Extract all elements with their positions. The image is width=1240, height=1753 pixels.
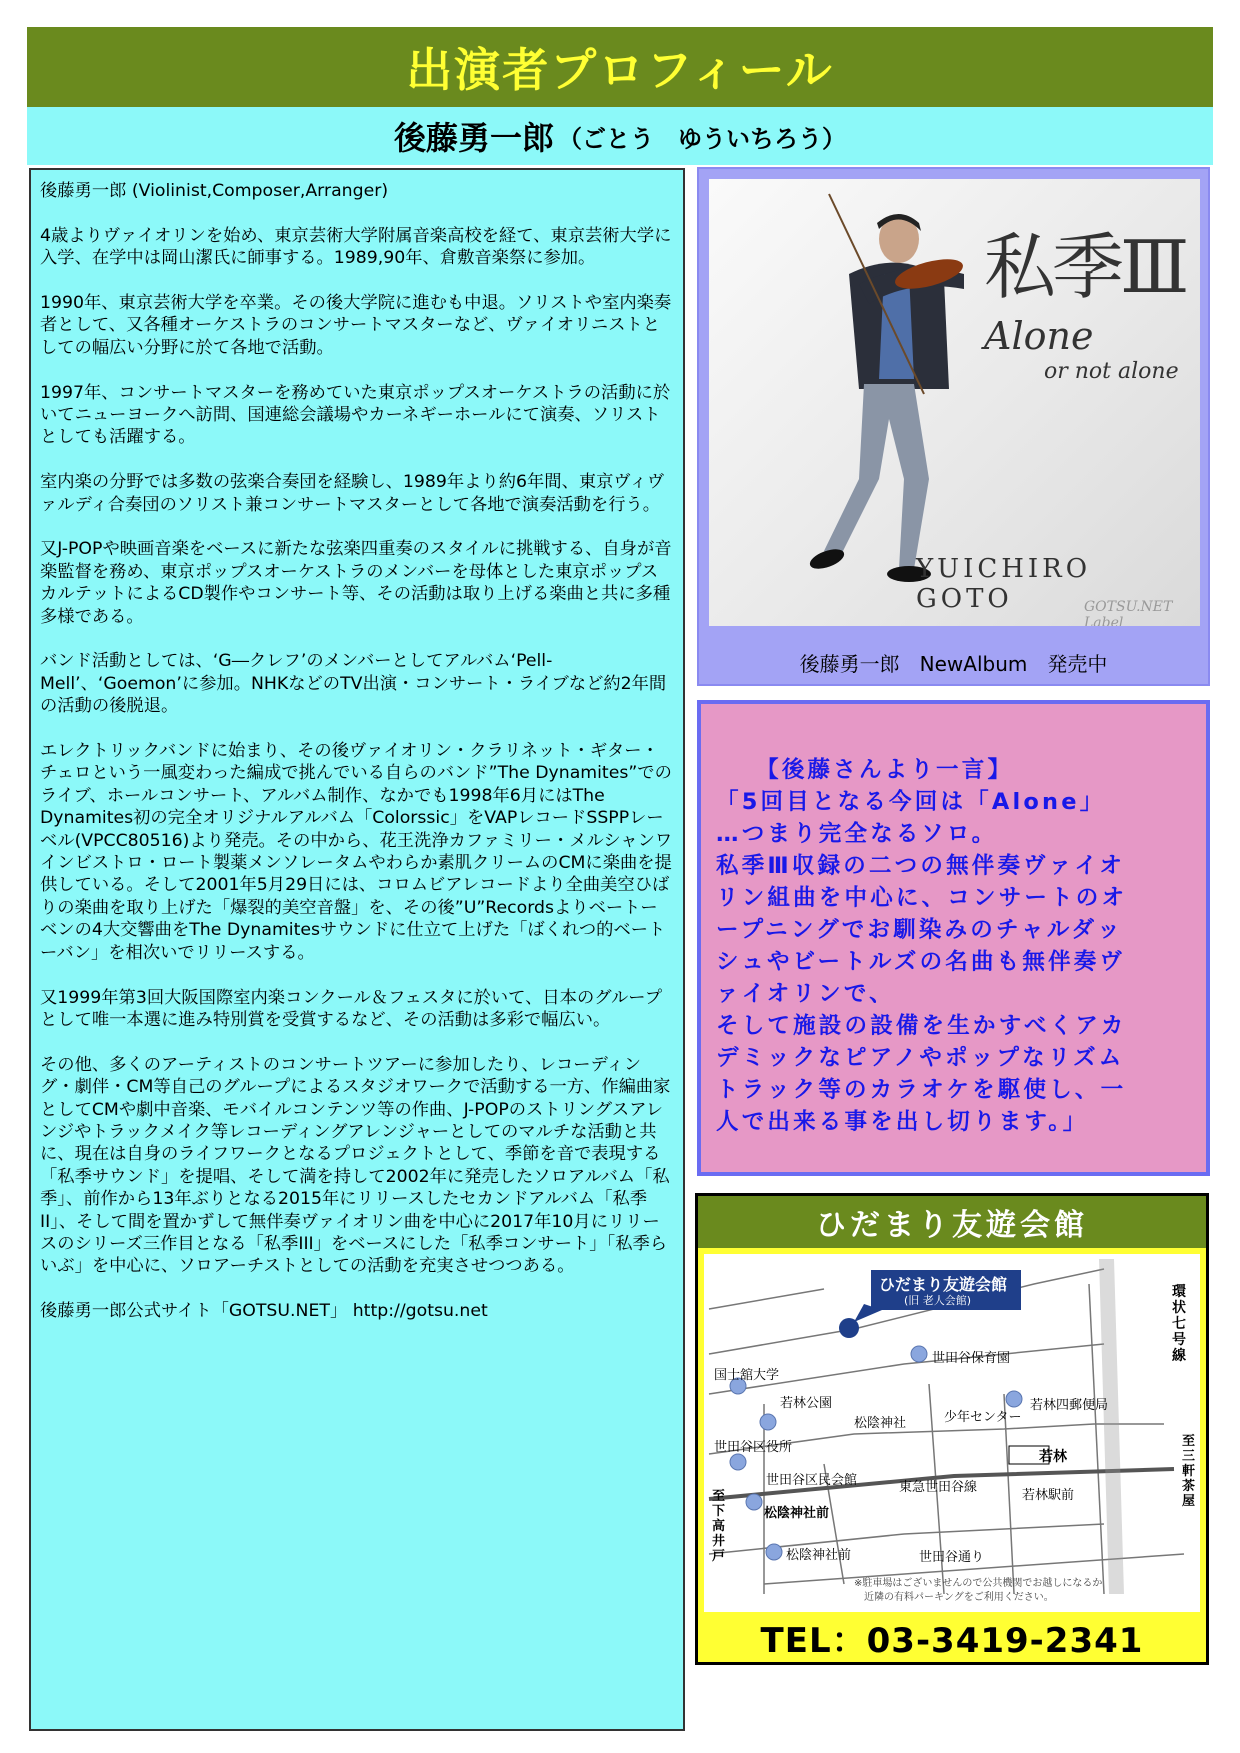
message-line: そして施設の設備を生かすべくアカ [716, 1013, 1127, 1039]
message-line: ープニングでお馴染みのチャルダッ [716, 917, 1123, 943]
bio-paragraph: エレクトリックバンドに始まり、その後ヴァイオリン・クラリネット・ギター・チェロという一風変わった編成で挑んでいる自らのバンド”The Dynamites”でのライブ、ホールコンサート、アルバム制作、なかでも1998年6月にはThe Dynamites初の完全オリジナルアルバム「Colorssic」をVAPレコードSSPPレーベル(VPCC80516)より発売。その中から、花王洗浄カファミリー・メルシャンワインビストロ・ロート製薬メンソレータムやわらか素肌クリームのCMに楽曲を提供している。そして2001年5月29日には、コロムビアレコードより全曲美空ひばりの楽曲を取り上げた「爆裂的美空音盤」を、その後”U”Recordsよりベートーベンの4大交響曲をThe Dynamitesサウンドに仕立て上げた「ばくれつ的ベートーバン」を相次いでリリースする。 [40, 741, 673, 963]
page-header [27, 27, 1213, 107]
message-line: 【後藤さんより一言】 [716, 757, 1014, 783]
bio-paragraph: 室内楽の分野では多数の弦楽合奏団を経験し、1989年より約6年間、東京ヴィヴァルディ合奏団のソリスト兼コンサートマスターとして各地で演奏活動を行う。 [40, 472, 665, 515]
album-cover-artist: YUICHIRO GOTO [916, 554, 1092, 614]
venue-telephone: TEL：03-3419-2341 [760, 1620, 1144, 1661]
message-line: リン組曲を中心に、コンサートのオ [716, 885, 1128, 911]
bio-paragraph: 4歳よりヴァイオリンを始め、東京芸術大学附属音楽高校を経て、東京芸術大学に入学、在学中は岡山潔氏に師事する。1989,90年、倉敷音楽祭に参加。 [40, 225, 672, 269]
map-hoikuen: 世田谷保育園 [932, 1351, 1011, 1366]
map-shoin-shrine: 松陰神社 [854, 1416, 907, 1431]
bio-paragraph: 1997年、コンサートマスターを務めていた東京ポップスオーケストラの活動に於いてニューヨークへ訪問、国連総会議場やカーネギーホールにて演奏、ソリストとしても活躍する。 [40, 382, 671, 448]
album-caption: 後藤勇一郎 NewAlbum 発売中 [799, 652, 1108, 676]
map-note-1: ※駐車場はございませんので公共機関でお越しになるか [854, 1578, 1103, 1589]
message-line: 「5回目となる今回は「Alone」 [716, 789, 1106, 815]
map-setagaya-line: 東急世田谷線 [899, 1480, 978, 1495]
map-note-2: 近隣の有料パーキングをご利用ください。 [864, 1592, 1054, 1603]
venue-panel [695, 1193, 1209, 1665]
map-ward-office: 世田谷区役所 [714, 1440, 793, 1455]
performer-name-bar [27, 107, 1213, 165]
map-shoin-jinja-mae: 松陰神社前 [764, 1506, 830, 1521]
message-text [716, 754, 1186, 1138]
map-kokushikan: 国士舘大学 [714, 1368, 780, 1383]
map-wakabayashi-park: 若林公園 [780, 1396, 833, 1411]
performer-name: 後藤勇一郎 [393, 119, 554, 157]
biography-panel [29, 168, 685, 1731]
album-cover-title: 私季Ⅲ [984, 225, 1186, 309]
bio-paragraph: その他、多くのアーティストのコンサートツアーに参加したり、レコーディング・劇伴・CM等自己のグループによるスタジオワークで活動する一方、作編曲家としてCMや劇中音楽、モバイルコンテンツ等の作曲、J-POPのストリングスアレンジやトラックメイク等レコーディングアレンジャーとしてのマルチな活動と共に、現在は自身のライフワークとなるプロジェクトとして、季節を音で表現する「私季サウンド」を提唱、そして満を持して2002年に発売したソロアルバム「私季」、前作から13年ぶりとなる2015年にリリースしたセカンドアルバム「私季II」、そして間を置かずして無伴奏ヴァイオリン曲を中心に2017年10月にリリースのシリーズ三作目となる「私季III」をベースにした「私季コンサート」「私季らいぶ」を中心に、ソロアーチストとしての活動を充実させつつある。 [40, 1054, 671, 1277]
page-title: 出演者プロフィール [406, 43, 834, 97]
message-line: …つまり完全なるソロ。 [716, 821, 998, 847]
map-youth-center: 少年センター [944, 1410, 1022, 1425]
performer-reading: （ごとう ゆういちろう） [558, 124, 846, 153]
map-wakabayashi: 若林 [1039, 1449, 1067, 1465]
map-venue-name: ひだまり友遊会館 [879, 1275, 1008, 1294]
message-line: 私季Ⅲ収録の二つの無伴奏ヴァイオ [716, 853, 1126, 879]
map-shoin-jinja-mae-2: 松陰神社前 [786, 1548, 852, 1563]
bio-paragraph: 後藤勇一郎 (Violinist,Composer,Arranger) [40, 181, 389, 201]
map-setagaya-dori: 世田谷通り [919, 1550, 985, 1565]
map-sangenjaya: 至三軒茶屋 [1182, 1434, 1196, 1509]
album-cover-label: GOTSU.NET Label [1084, 599, 1173, 626]
album-cover-subtitle: Alone [984, 314, 1094, 358]
venue-title: ひだまり友遊会館 [698, 1196, 1206, 1248]
album-cover-subtitle-2: or not alone [1044, 359, 1179, 384]
message-line: シュやビートルズの名曲も無伴奏ヴ [716, 949, 1126, 975]
map-post-office: 若林四郵便局 [1030, 1398, 1109, 1413]
map-venue-sub: (旧 老人会館) [904, 1294, 972, 1307]
bio-paragraph: バンド活動としては、‘G―クレフ’のメンバーとしてアルバム‘Pell-Mell’、‘Goemon’に参加。NHKなどのTV出演・コンサート・ライブなど約2年間の活動の後脱退。 [40, 651, 667, 717]
album-panel [697, 167, 1210, 686]
message-line: デミックなピアノやポップなリズム [716, 1045, 1125, 1071]
venue-map [704, 1254, 1200, 1612]
bio-paragraph: 1990年、東京芸術大学を卒業。その後大学院に進むも中退。ソリストや室内楽奏者として、又各種オーケストラのコンサートマスターなど、ヴァイオリニストとしての幅広い分野に於て各地で活動。 [40, 293, 672, 358]
map-wakabayashi-station: 若林駅前 [1022, 1488, 1075, 1503]
bio-website: 後藤勇一郎公式サイト「GOTSU.NET」 http://gotsu.net [40, 1301, 488, 1322]
map-road-kanjo: 環状七号線 [1172, 1284, 1186, 1364]
message-line: 人で出来る事を出し切ります。」 [716, 1109, 1089, 1135]
message-line: ァイオリンで、 [716, 981, 895, 1007]
album-cover [709, 179, 1200, 626]
map-shimotakaido: 至下高井戸 [712, 1489, 726, 1564]
bio-paragraph: 又J-POPや映画音楽をベースに新たな弦楽四重奏のスタイルに挑戦する、自身が音楽監督を務め、東京ポップスオーケストラのメンバーを母体とした東京ポップスカルテットによるCD製作やコンサート等、その活動は取り上げる楽曲と共に多種多様である。 [40, 539, 672, 627]
bio-paragraph: 又1999年第3回大阪国際室内楽コンクール＆フェスタに於いて、日本のグループとして唯一本選に進み特別賞を受賞するなど、その活動は多彩で幅広い。 [40, 987, 662, 1030]
message-panel [697, 700, 1210, 1176]
map-minkaikan: 世田谷区民会館 [766, 1473, 858, 1488]
message-line: トラック等のカラオケを駆使し、一 [716, 1077, 1127, 1103]
